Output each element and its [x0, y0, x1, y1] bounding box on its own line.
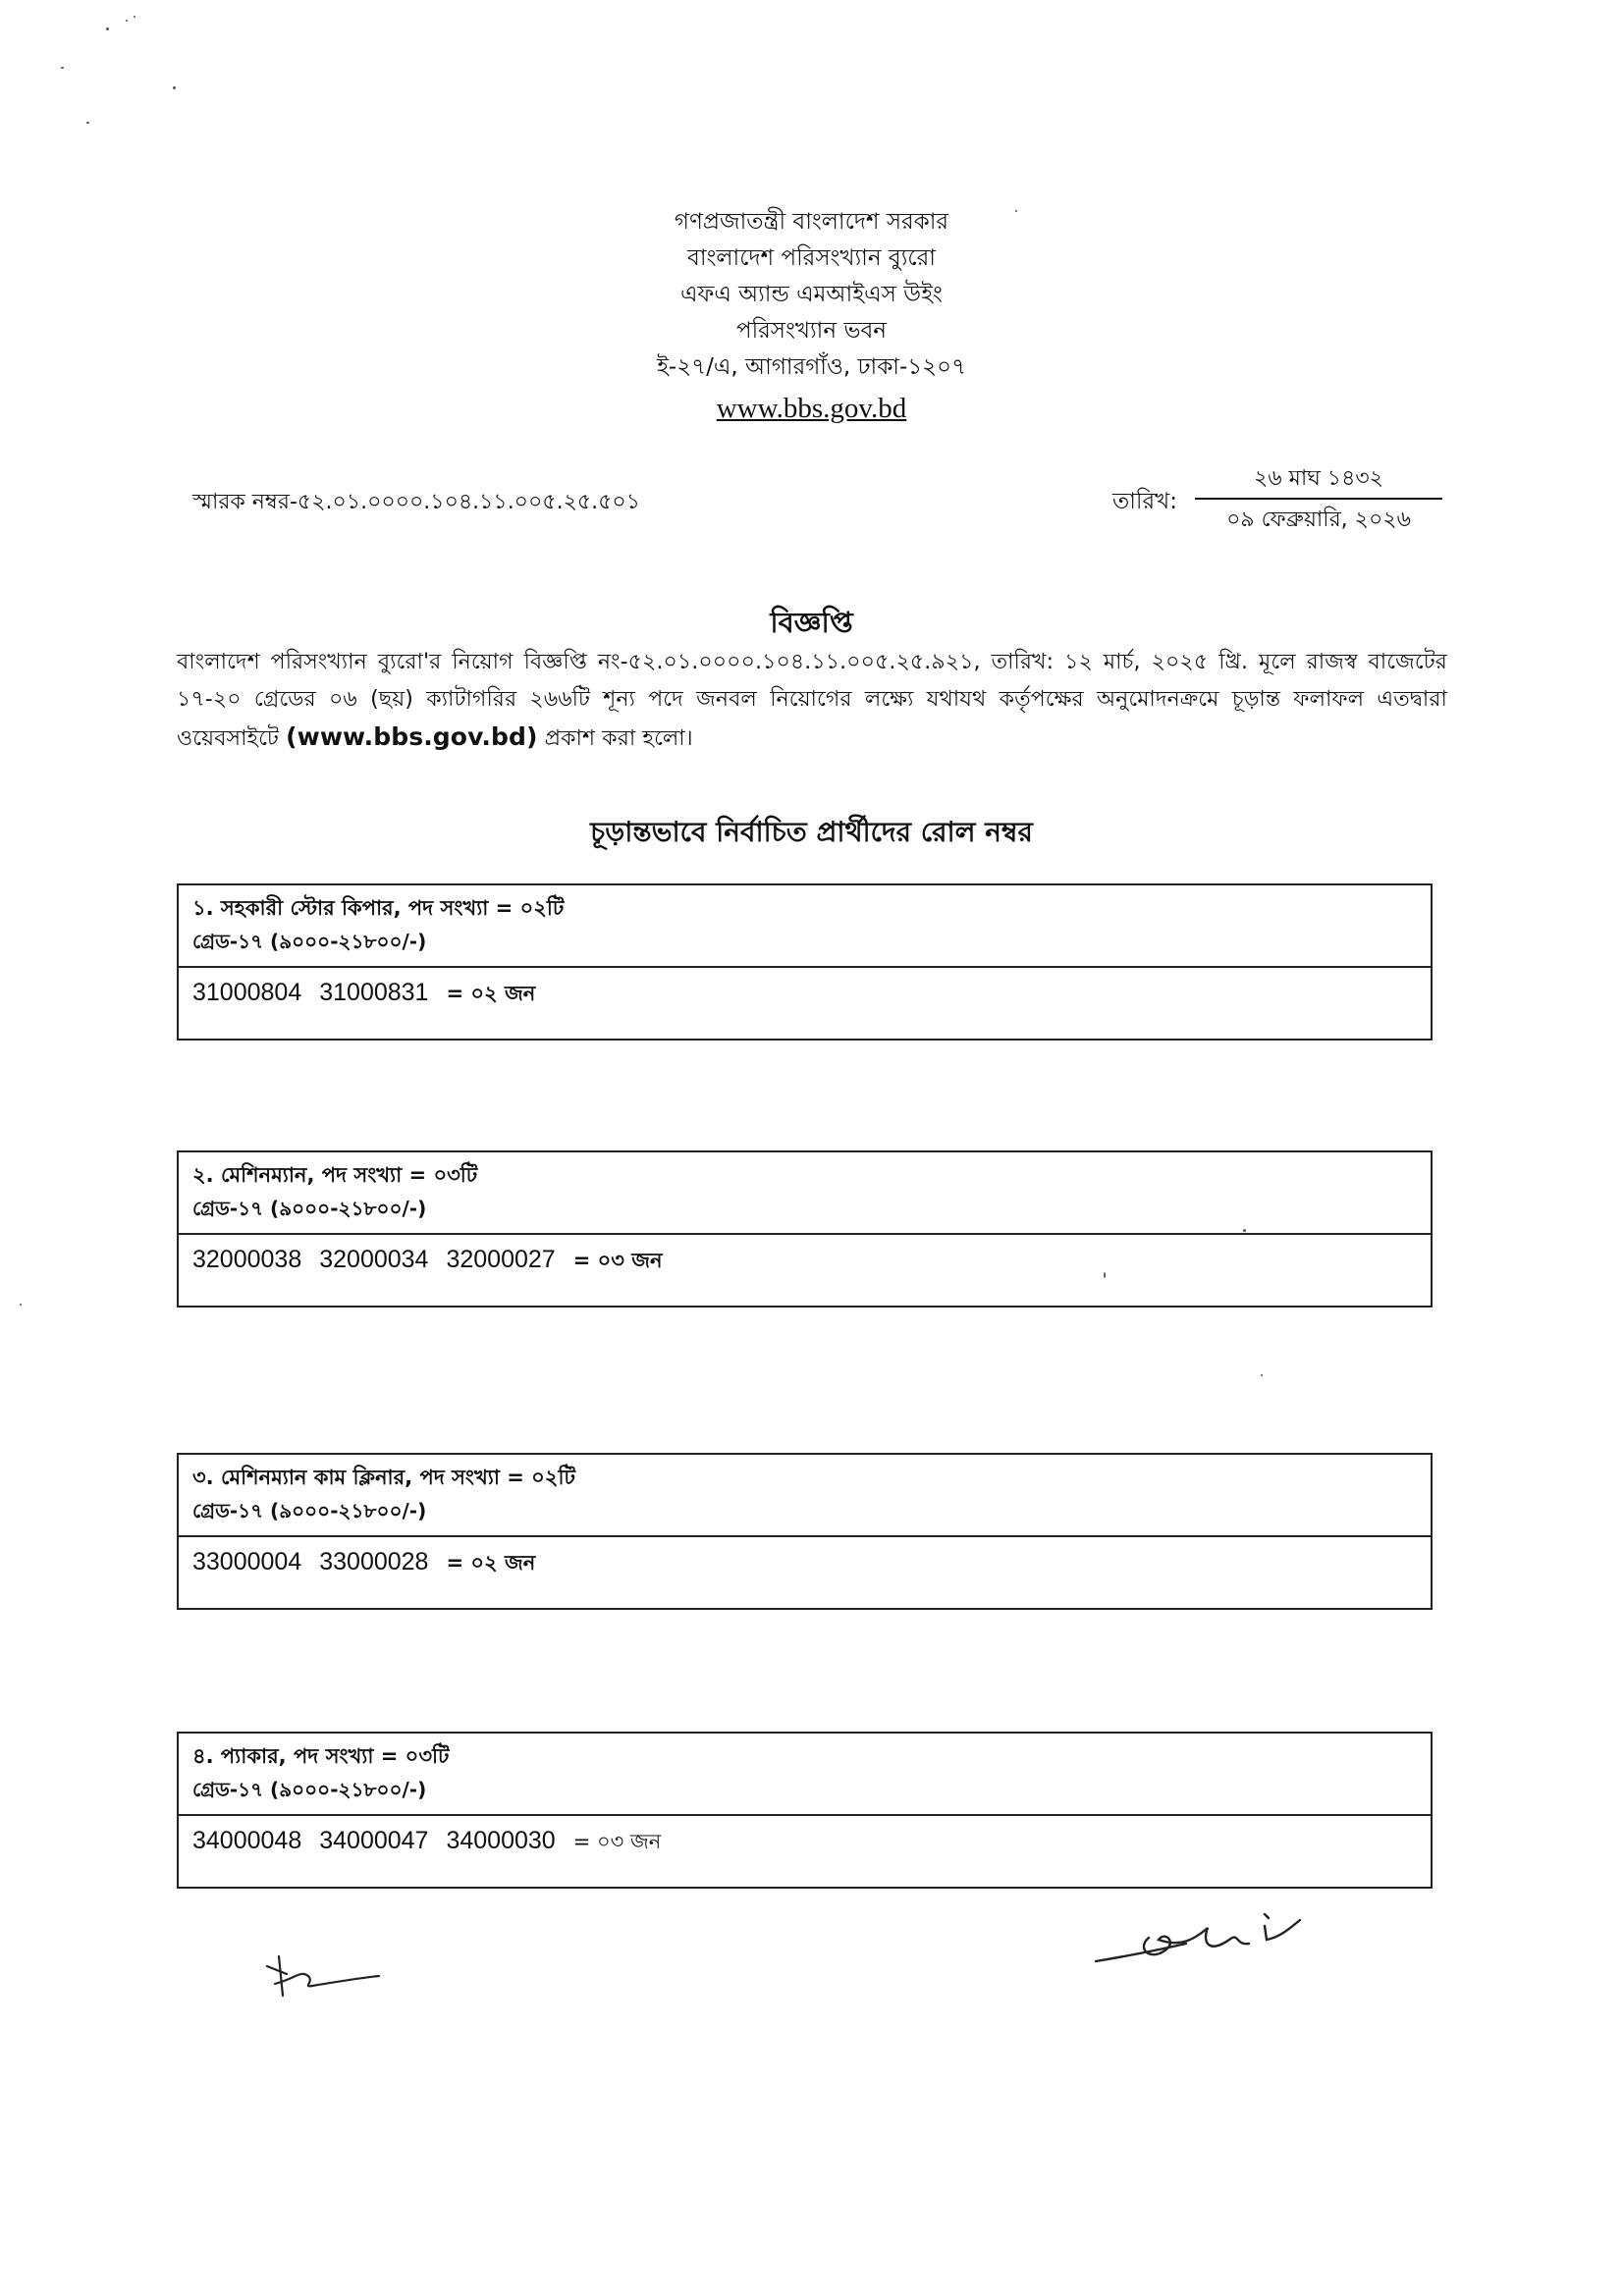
roll-number: 33000028	[319, 1548, 429, 1575]
post-grade: গ্রেড-১৭ (৯০০০-২১৮০০/-)	[192, 930, 427, 953]
post-title: ৩. মেশিনম্যান কাম ক্লিনার, পদ সংখ্যা = ০২টি	[192, 1466, 575, 1489]
letterhead-line: বাংলাদেশ পরিসংখ্যান ব্যুরো	[687, 245, 936, 271]
letterhead-line: গণপ্রজাতন্ত্রী বাংলাদেশ সরকার	[674, 209, 949, 235]
selected-count: = ০২ জন	[446, 1551, 536, 1575]
roll-number: 34000030	[446, 1827, 556, 1854]
roll-number: 31000831	[319, 979, 429, 1006]
scan-speck	[1261, 1374, 1263, 1376]
scan-speck	[20, 1304, 22, 1306]
signature-right	[1092, 1910, 1318, 1979]
scan-speck	[134, 16, 135, 18]
roll-number: 34000047	[319, 1827, 429, 1854]
roll-number: 32000038	[192, 1246, 302, 1273]
roll-list	[179, 1816, 1431, 1887]
letterhead-address: ই-২৭/এ, আগারগাঁও, ঢাকা-১২০৭	[656, 354, 967, 380]
notice-body-text-end: প্রকাশ করা হলো।	[544, 726, 693, 751]
date-label: তারিখ:	[1112, 489, 1178, 514]
post-grade: গ্রেড-১৭ (৯০০০-২১৮০০/-)	[192, 1778, 427, 1801]
notice-body-website: (www.bbs.gov.bd)	[286, 722, 538, 751]
letterhead-line: এফএ অ্যান্ড এমআইএস উইং	[680, 282, 943, 307]
post-title: ১. সহকারী স্টোর কিপার, পদ সংখ্যা = ০২টি	[192, 896, 565, 920]
letterhead-website: www.bbs.gov.bd	[716, 393, 907, 424]
notice-body-text: বাংলাদেশ পরিসংখ্যান ব্যুরো'র নিয়োগ বিজ্ঞপ্তি নং-৫২.০১.০০০০.১০৪.১১.০০৫.২৫.৯২১, তারিখ: ১২ মার্চ, ২০২৫ খ্রি. মূলে রাজস্ব বাজেটের ১৭-২০ গ্রেডের ০৬ (ছয়) ক্যাটাগরির ২৬৬টি শূন্য পদে জনবল নিয়োগের লক্ষ্যে যথাযথ কর্তৃপক্ষের অনুমোদনক্রমে চূড়ান্ত ফলাফল এতদ্বারা ওয়েবসাইটে	[177, 650, 1447, 751]
selected-count: = ০৩ জন	[572, 1249, 663, 1272]
selected-count: = ০২ জন	[446, 982, 536, 1005]
post-header	[179, 1455, 1431, 1537]
post-box	[177, 1150, 1433, 1308]
roll-number: 33000004	[192, 1548, 302, 1575]
post-box	[177, 1453, 1433, 1610]
scan-speck	[106, 27, 109, 30]
roll-number: 32000027	[446, 1246, 556, 1273]
notice-body	[177, 644, 1447, 758]
scan-speck	[126, 20, 128, 22]
post-title: ২. মেশিনম্যান, পদ সংখ্যা = ০৩টি	[192, 1163, 478, 1187]
selected-count: = ০৩ জন	[572, 1830, 662, 1853]
post-header	[179, 1152, 1431, 1235]
section-heading: চূড়ান্তভাবে নির্বাচিত প্রার্থীদের রোল নম্বর	[590, 816, 1033, 848]
notice-title: বিজ্ঞপ্তি	[770, 606, 853, 639]
post-box	[177, 1732, 1433, 1889]
date-bengali: ২৬ মাঘ ১৪৩২	[1254, 466, 1383, 491]
date-divider	[1195, 498, 1442, 500]
roll-number: 31000804	[192, 979, 302, 1006]
scan-speck	[86, 122, 89, 124]
post-title: ৪. প্যাকার, পদ সংখ্যা = ০৩টি	[192, 1744, 450, 1768]
scan-speck	[173, 86, 176, 89]
letterhead	[0, 204, 1623, 429]
post-header	[179, 1734, 1431, 1816]
post-box	[177, 883, 1433, 1041]
letterhead-line: পরিসংখ্যান ভবন	[735, 318, 888, 344]
date-english: ০৯ ফেব্রুয়ারি, ২০২৬	[1226, 507, 1411, 532]
roll-number: 34000048	[192, 1827, 302, 1854]
post-grade: গ্রেড-১৭ (৯০০০-২১৮০০/-)	[192, 1499, 427, 1522]
signature-left	[257, 1949, 385, 2007]
roll-list	[179, 1235, 1431, 1306]
scan-speck	[61, 67, 64, 69]
roll-number: 32000034	[319, 1246, 429, 1273]
post-grade: গ্রেড-১৭ (৯০০০-২১৮০০/-)	[192, 1197, 427, 1220]
roll-list	[179, 1537, 1431, 1608]
roll-list	[179, 968, 1431, 1039]
memo-number: স্মারক নম্বর-৫২.০১.০০০০.১০৪.১১.০০৫.২৫.৫০১	[192, 490, 640, 514]
post-header	[179, 885, 1431, 968]
